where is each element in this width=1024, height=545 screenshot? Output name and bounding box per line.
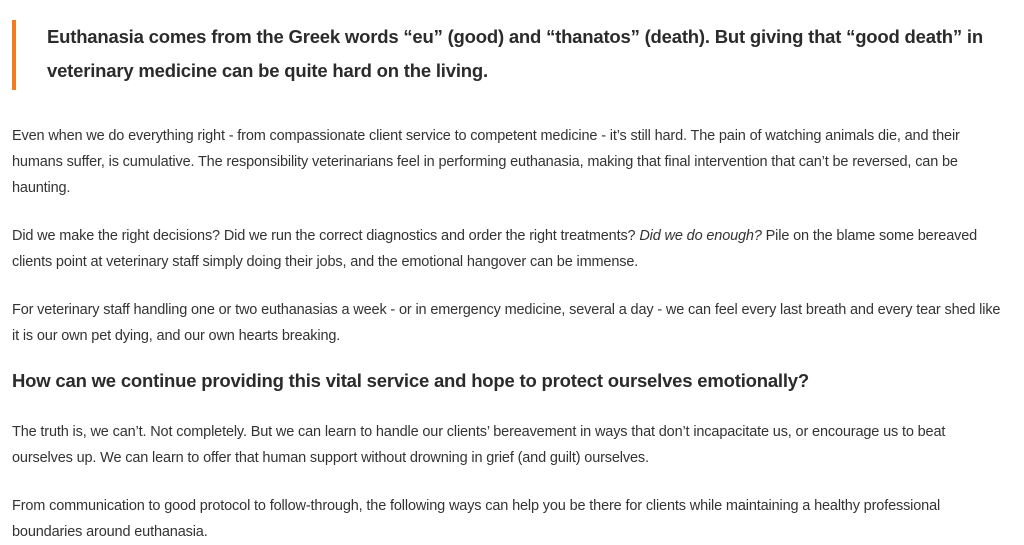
pull-quote-accent-bar [12,20,16,90]
pull-quote-line-2: veterinary medicine can be quite hard on the living. [47,60,488,81]
paragraph-2 [12,223,1002,275]
paragraph-3: For veterinary staff handling one or two euthanasias a week - or in emergency medicine, several a day - we can feel every last breath and every tear shed like it is our own pet dying, and our own hearts breaking. [12,302,1001,344]
paragraph-4: The truth is, we can’t. Not completely. But we can learn to handle our clients’ bereavement in ways that don’t incapacitate us, or encourage us to beat ourselves up. We can learn to offer that human support without drowning in grief (and guilt) ourselves. [12,424,946,466]
pull-quote-line-1: Euthanasia comes from the Greek words “eu” (good) and “thanatos” (death). But giving that “good death” in [47,26,983,47]
section-heading: How can we continue providing this vital service and hope to protect ourselves emotionally? [12,370,809,391]
paragraph-2-lead: Did we make the right decisions? Did we run the correct diagnostics and order the right treatments? [12,228,640,244]
paragraph-1: Even when we do everything right - from compassionate client service to competent medicine - it’s still hard. The pain of watching animals die, and their humans suffer, is cumulative. The responsibility veterinarians feel in performing euthanasia, making that final intervention that can’t be reversed, can be haunting. [12,128,960,196]
article-body [12,0,1002,545]
paragraph-5: From communication to good protocol to follow-through, the following ways can help you be there for clients while maintaining a healthy professional boundaries around euthanasia. [12,498,941,540]
pull-quote-text [47,20,1002,88]
paragraph-2-emphasis: Did we do enough? [639,228,762,244]
paragraph-2-tail: Pile on the blame some bereaved clients point at veterinary staff simply doing their jobs, and the emotional hangover can be immense. [12,228,978,270]
pull-quote [12,20,1002,90]
